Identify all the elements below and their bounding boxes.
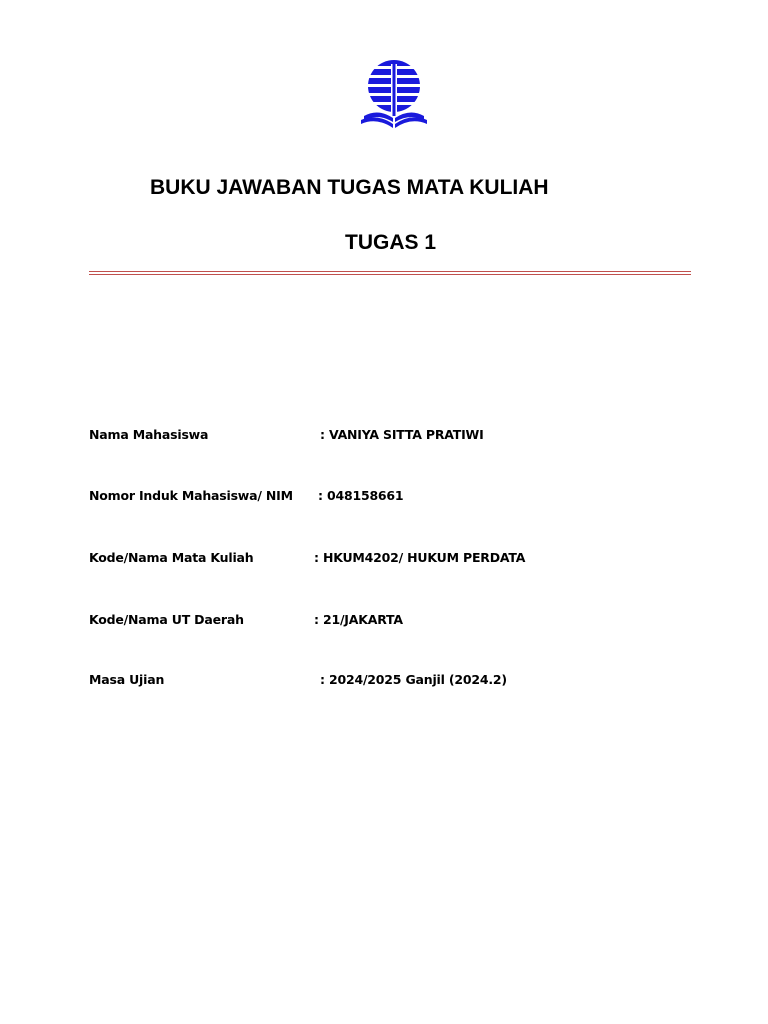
divider-line <box>89 271 691 272</box>
field-value: : 21/JAKARTA <box>314 612 403 627</box>
field-value: : 048158661 <box>318 488 404 503</box>
field-label: Masa Ujian <box>89 672 165 687</box>
field-label: Kode/Nama UT Daerah <box>89 612 244 627</box>
field-value: : 2024/2025 Ganjil (2024.2) <box>320 672 507 687</box>
field-value: : VANIYA SITTA PRATIWI <box>320 427 484 442</box>
field-label: Nomor Induk Mahasiswa/ NIM <box>89 488 293 503</box>
divider-line <box>89 274 691 275</box>
field-label: Kode/Nama Mata Kuliah <box>89 550 254 565</box>
document-title: BUKU JAWABAN TUGAS MATA KULIAH <box>150 176 549 199</box>
field-value: : HKUM4202/ HUKUM PERDATA <box>314 550 526 565</box>
university-logo-icon <box>358 56 430 132</box>
field-label: Nama Mahasiswa <box>89 427 209 442</box>
document-subtitle: TUGAS 1 <box>345 231 437 254</box>
